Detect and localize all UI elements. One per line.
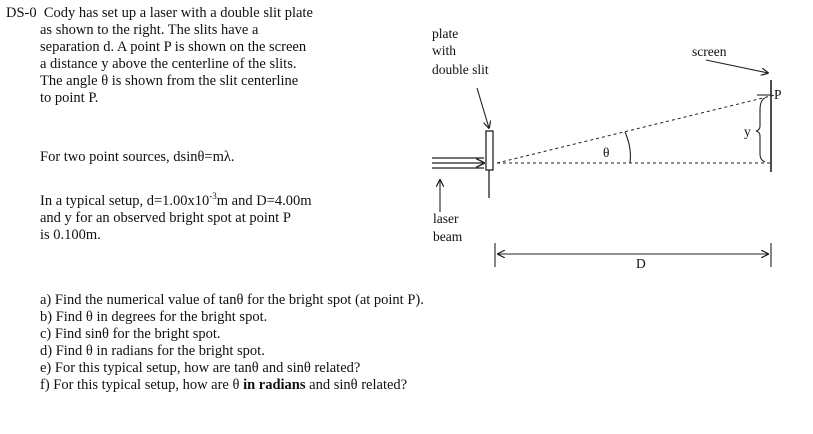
- point-p-label: P: [774, 87, 782, 102]
- theta-label: θ: [603, 145, 610, 160]
- laser-label-2: beam: [433, 229, 463, 244]
- question-c: c) Find sinθ for the bright spot.: [40, 326, 221, 342]
- question-a: a) Find the numerical value of tanθ for the bright spot (at point P).: [40, 292, 424, 308]
- setup-line-2: and y for an observed bright spot at point P: [40, 210, 291, 226]
- plate-label-3: double slit: [432, 62, 489, 77]
- formula-text: For two point sources, dsinθ=mλ.: [40, 149, 235, 165]
- distance-d-label: D: [636, 256, 646, 271]
- ray-to-p: [497, 95, 775, 163]
- laser-label-1: laser: [433, 211, 459, 226]
- question-b: b) Find θ in degrees for the bright spot.: [40, 309, 268, 325]
- screen-pointer: [706, 60, 768, 73]
- setup-line-1: In a typical setup, $d=1.00x10^{-3}m$ and D=4.00m: [40, 191, 312, 209]
- question-d: d) Find θ in radians for the bright spot.: [40, 343, 265, 359]
- y-label: y: [744, 124, 751, 139]
- screen-label: screen: [692, 44, 727, 59]
- laser-beam: [432, 158, 484, 168]
- problem-line-5: The angle θ is shown from the slit centerline: [40, 73, 299, 89]
- question-e: e) For this typical setup, how are tanθ and sinθ related?: [40, 360, 361, 376]
- problem-line-2: as shown to the right. The slits have a: [40, 22, 259, 38]
- problem-line-6: to point P.: [40, 90, 99, 106]
- problem-id: DS-0: [6, 5, 37, 21]
- slit-plate: [486, 131, 493, 170]
- exponent: -3: [209, 191, 217, 202]
- setup-line-3: is 0.100m.: [40, 227, 101, 243]
- question-f: f) For this typical setup, how are θ in radians and sinθ related?: [40, 377, 408, 393]
- plate-label-2: with: [432, 43, 457, 58]
- problem-line-1: DS-0 Cody has set up a laser with a double slit plate: [6, 5, 313, 21]
- plate-pointer: [477, 88, 489, 128]
- y-brace: [756, 98, 765, 162]
- problem-line-4: a distance y above the centerline of the slits.: [40, 56, 297, 72]
- problem-line-3: separation d. A point P is shown on the screen: [40, 39, 307, 55]
- theta-arc: [625, 132, 630, 163]
- plate-label-1: plate: [432, 26, 459, 41]
